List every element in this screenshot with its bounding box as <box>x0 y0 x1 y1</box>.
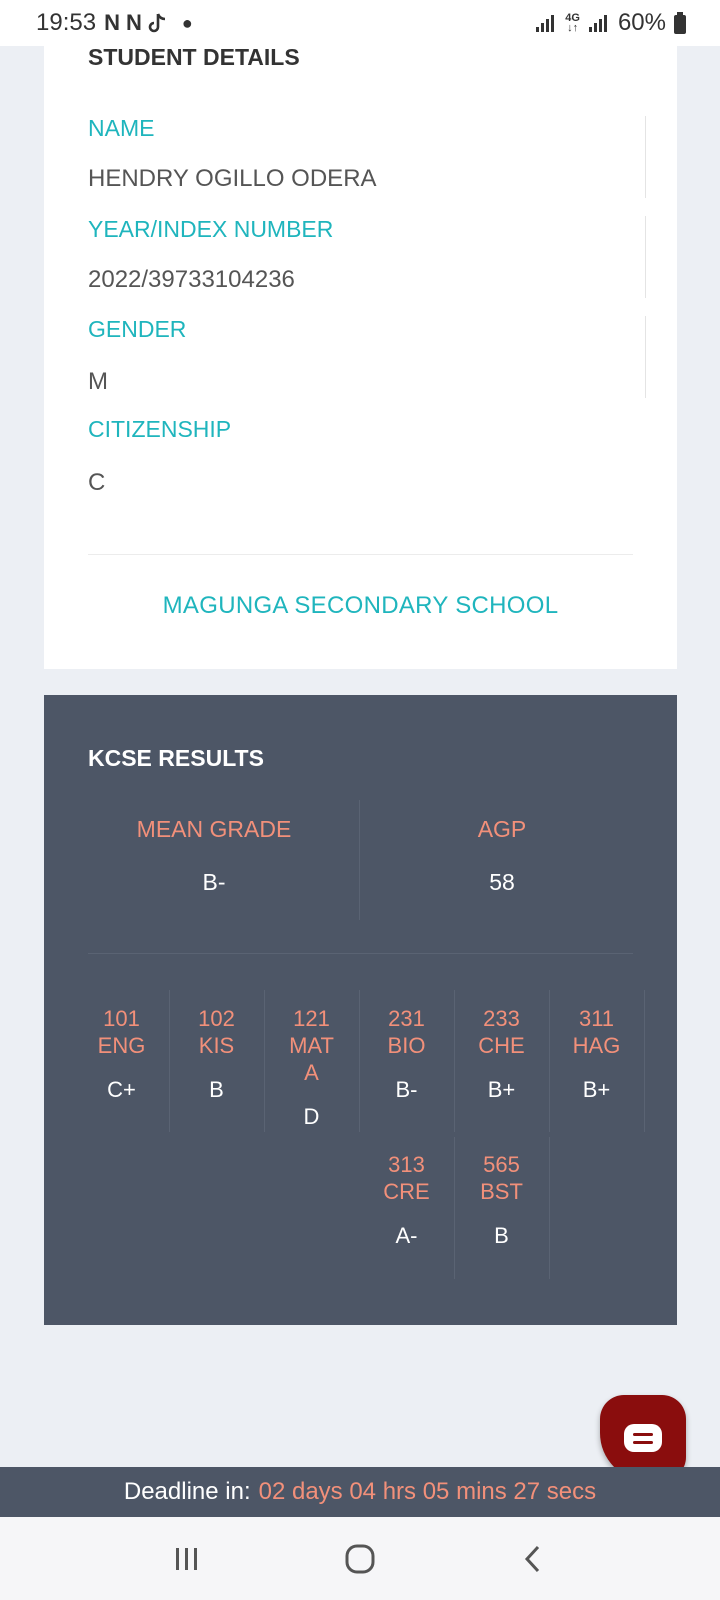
divider <box>264 990 265 1132</box>
status-time: 19:53 <box>36 9 97 36</box>
battery-percent: 60% <box>617 9 666 36</box>
subject-grade: B <box>209 1077 224 1102</box>
subject-grade: B+ <box>487 1077 516 1102</box>
name-value: HENDRY OGILLO ODERA <box>88 165 377 192</box>
divider <box>549 1137 550 1279</box>
subject-code: 233 CHE <box>478 1006 525 1058</box>
subject-bst <box>454 1151 549 1249</box>
divider <box>359 990 360 1132</box>
subject-code: 231 BIO <box>387 1006 426 1058</box>
citizenship-label: CITIZENSHIP <box>88 416 232 442</box>
deadline-bar <box>0 1467 720 1517</box>
recent-apps-button[interactable] <box>157 1539 217 1579</box>
mean-grade-value: B- <box>202 869 226 895</box>
system-nav-bar <box>0 1517 720 1600</box>
index-number-value: 2022/39733104236 <box>88 266 295 293</box>
school-name: MAGUNGA SECONDARY SCHOOL <box>162 592 559 619</box>
n-notification-icon-2: N <box>125 10 140 35</box>
divider <box>549 990 550 1132</box>
subject-code: 311 HAG <box>572 1006 621 1058</box>
subject-eng <box>74 1005 169 1103</box>
subject-hag <box>549 1005 644 1103</box>
signal-icon <box>535 13 557 33</box>
kcse-results-title: KCSE RESULTS <box>88 745 264 771</box>
index-number-label: YEAR/INDEX NUMBER <box>88 216 334 242</box>
kcse-results-card <box>44 695 677 1325</box>
subject-che <box>454 1005 549 1103</box>
n-notification-icon: N <box>104 10 118 35</box>
divider <box>645 316 646 398</box>
subject-code: 101 ENG <box>97 1006 146 1058</box>
subject-grade: A- <box>395 1223 418 1248</box>
subject-grade: B+ <box>582 1077 611 1102</box>
student-details-card <box>44 40 677 669</box>
network-type-icon: 4G ↓↑ <box>565 12 580 34</box>
subject-code: 565 BST <box>480 1152 523 1204</box>
tiktok-icon <box>148 12 168 34</box>
deadline-label: Deadline in: <box>123 1478 251 1505</box>
subject-grade: B <box>494 1223 509 1248</box>
subject-code: 102 KIS <box>198 1006 235 1058</box>
divider <box>169 990 170 1132</box>
student-details-title: STUDENT DETAILS <box>88 44 300 70</box>
home-icon <box>344 1543 376 1575</box>
home-button[interactable] <box>330 1539 390 1579</box>
agp-label: AGP <box>477 816 527 842</box>
divider <box>454 990 455 1132</box>
subject-grade: D <box>303 1104 320 1129</box>
mean-grade-label: MEAN GRADE <box>136 816 292 842</box>
recent-apps-icon <box>173 1546 201 1572</box>
subject-cre <box>359 1151 454 1249</box>
subject-code: 121 MAT A <box>289 1006 334 1085</box>
back-button[interactable] <box>503 1539 563 1579</box>
divider <box>645 116 646 198</box>
more-notifications-icon: ● <box>181 12 193 33</box>
divider <box>359 800 360 920</box>
chat-icon <box>624 1424 662 1452</box>
subject-mat <box>264 1005 359 1130</box>
divider <box>88 554 633 555</box>
divider <box>88 953 633 954</box>
signal-icon-2 <box>588 13 610 33</box>
gender-label: GENDER <box>88 316 187 342</box>
divider <box>644 990 645 1132</box>
deadline-timer: 02 days 04 hrs 05 mins 27 secs <box>258 1478 597 1505</box>
subject-code: 313 CRE <box>383 1152 430 1204</box>
citizenship-value: C <box>88 469 106 496</box>
name-label: NAME <box>88 115 155 141</box>
subject-grade: B- <box>395 1077 418 1102</box>
back-icon <box>523 1544 543 1574</box>
divider <box>645 216 646 298</box>
agp-value: 58 <box>489 869 515 895</box>
gender-value: M <box>88 368 108 395</box>
subject-grade: C+ <box>107 1077 136 1102</box>
divider <box>454 1137 455 1279</box>
subject-bio <box>359 1005 454 1103</box>
subject-kis <box>169 1005 264 1103</box>
battery-icon <box>674 12 686 34</box>
